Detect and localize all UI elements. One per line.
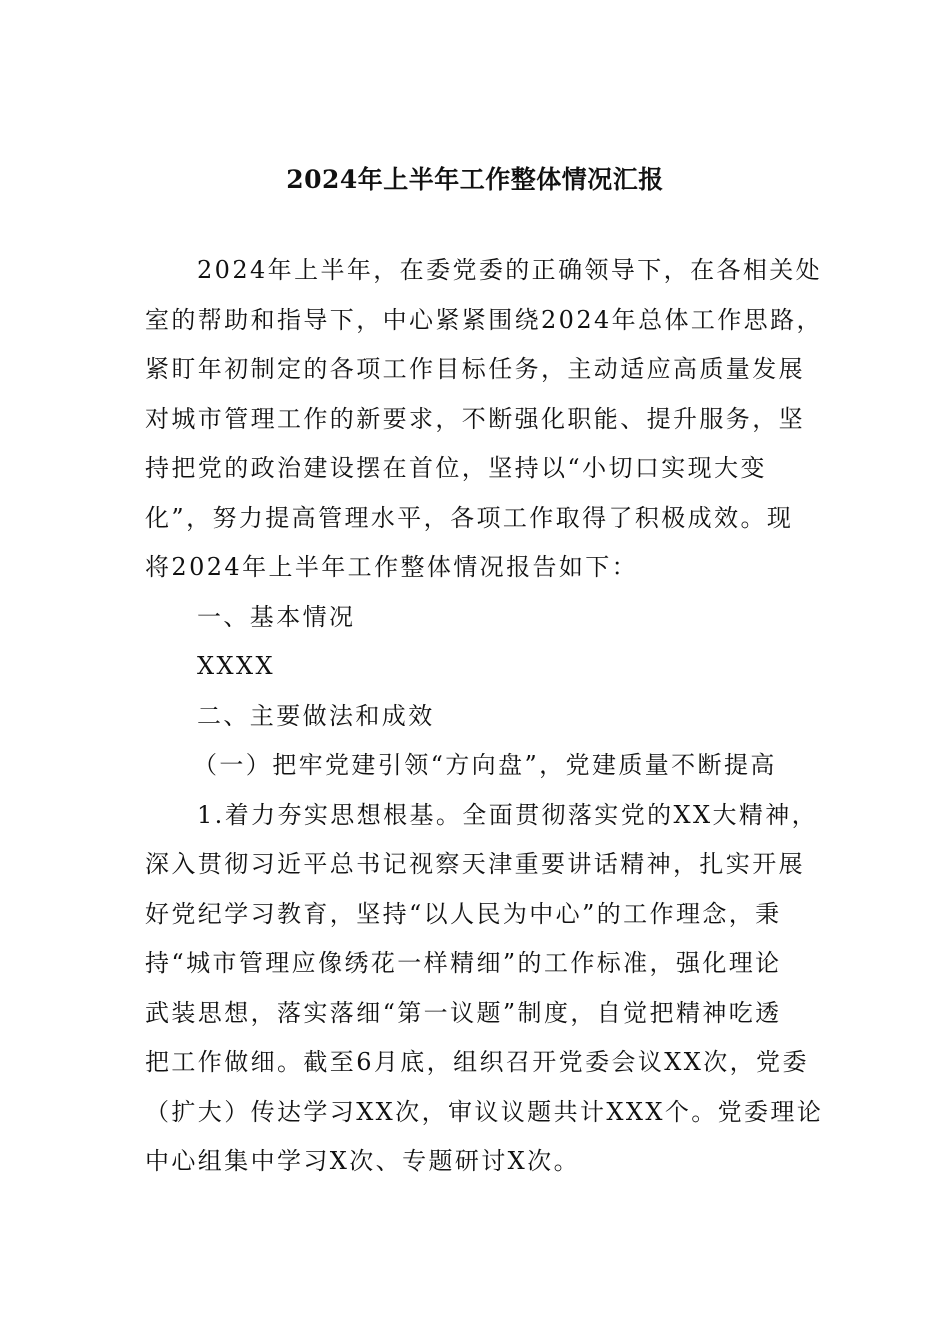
item-1-line: （扩大）传达学习XX次，审议议题共计XXX个。党委理论 bbox=[145, 1097, 824, 1126]
section-1-content: XXXX bbox=[197, 652, 275, 680]
item-1-line: 1.着力夯实思想根基。全面贯彻落实党的XX大精神， bbox=[197, 800, 819, 829]
item-1-line: 深入贯彻习近平总书记视察天津重要讲话精神，扎实开展 bbox=[145, 850, 805, 878]
section-1-heading: 一、基本情况 bbox=[197, 602, 356, 631]
intro-line: 将2024年上半年工作整体情况报告如下： bbox=[145, 553, 639, 581]
intro-paragraph bbox=[145, 246, 823, 593]
item-1-line: 中心组集中学习X次、专题研讨X次。 bbox=[145, 1147, 580, 1175]
section-2-heading: 二、主要做法和成效 bbox=[197, 701, 435, 730]
item-1-line: 把工作做细。截至6月底，组织召开党委会议XX次，党委 bbox=[145, 1048, 809, 1076]
document-title: 2024年上半年工作整体情况汇报 bbox=[286, 165, 664, 194]
item-1-line: 持“城市管理应像绣花一样精细”的工作标准，强化理论 bbox=[145, 949, 782, 977]
document-body bbox=[145, 246, 824, 1187]
subsection-1-heading: （一）把牢党建引领“方向盘”，党建质量不断提高 bbox=[193, 751, 777, 779]
item-1-line: 武装思想，落实落细“第一议题”制度，自觉把精神吃透 bbox=[145, 998, 782, 1027]
intro-line: 2024年上半年，在委党委的正确领导下，在各相关处 bbox=[197, 256, 823, 284]
intro-line: 室的帮助和指导下，中心紧紧围绕2024年总体工作思路， bbox=[145, 305, 823, 334]
intro-line: 化”，努力提高管理水平，各项工作取得了积极成效。现 bbox=[145, 503, 794, 532]
item-1-line: 好党纪学习教育，坚持“以人民为中心”的工作理念，秉 bbox=[145, 899, 782, 928]
intro-line: 持把党的政治建设摆在首位，坚持以“小切口实现大变 bbox=[145, 454, 767, 482]
item-1-paragraph bbox=[145, 791, 824, 1187]
intro-line: 紧盯年初制定的各项工作目标任务，主动适应高质量发展 bbox=[145, 355, 805, 383]
intro-line: 对城市管理工作的新要求，不断强化职能、提升服务，坚 bbox=[145, 404, 805, 433]
